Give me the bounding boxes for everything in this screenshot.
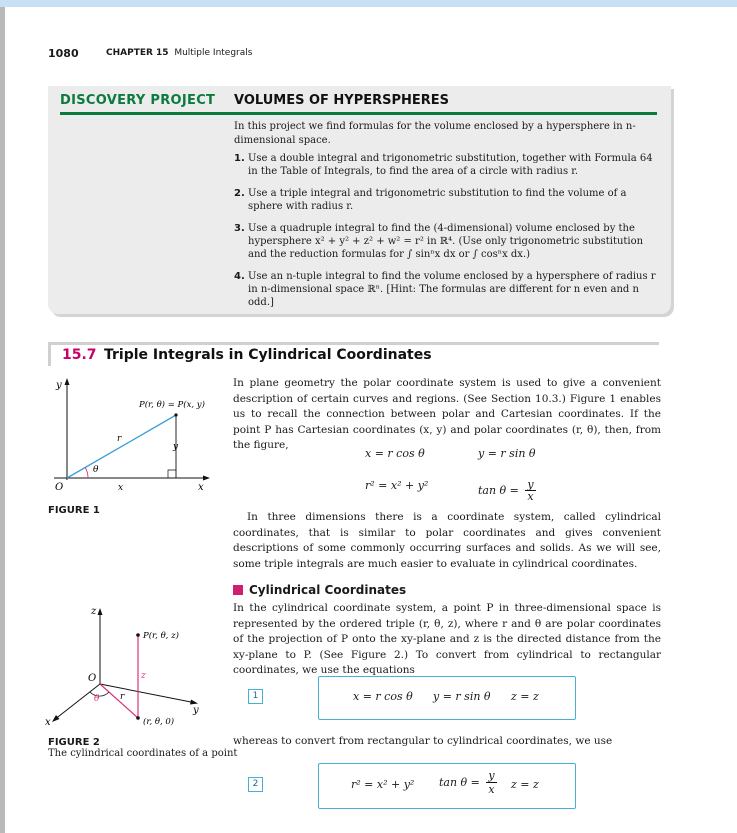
item-text: Use a double integral and trigonometric substitution, together with Formula 64 in the Table of Integrals, to find the area of a circle with radius r. — [248, 153, 653, 177]
tan-numerator: y — [527, 478, 534, 491]
paragraph-cylindrical-intro: In three dimensions there is a coordinate system, called cylindrical coordinates, that is similar to polar coordinates and gives convenient descriptions of some commonly occurring surfaces and solids. As we will see, some triple integrals are much easier to evaluate in cylindrical coordinates. — [233, 511, 661, 570]
eq2-tan-fraction — [486, 770, 496, 796]
fig2-origin: O — [88, 673, 97, 684]
item-number: 1. — [234, 153, 245, 164]
fig1-theta-label: θ — [93, 465, 99, 475]
page-number: 1080 — [48, 47, 79, 60]
projection-point — [136, 716, 140, 720]
fig1-origin: O — [55, 482, 64, 493]
subsection-heading — [233, 583, 406, 597]
x-axis-arrow — [203, 476, 210, 481]
paragraph-rect-to-cyl: whereas to convert from rectangular to cylindrical coordinates, we use — [233, 735, 613, 747]
fig1-axis-y: y — [56, 380, 62, 391]
project-item — [234, 270, 659, 309]
z-axis-arrow — [98, 608, 103, 615]
section-heading-rule — [51, 342, 659, 345]
discovery-project-label: DISCOVERY PROJECT — [60, 93, 216, 108]
section-heading-bar — [48, 342, 51, 366]
item-text: Use a quadruple integral to find the (4-dimensional) volume enclosed by the hypersphere x² + y² + z² + w² = r² in ℝ⁴. (Use only trigonometric substitution and the reduction formulas for ∫ sinⁿx dx or ∫ cosⁿx dx.) — [248, 223, 644, 260]
y-axis — [100, 684, 196, 703]
equation-1-number: 1 — [248, 689, 263, 704]
figure-2-diagram — [44, 600, 216, 732]
figure-1-diagram — [48, 372, 216, 496]
discovery-project-box — [48, 86, 671, 314]
eq2-r2: r² = x² + y² — [351, 778, 415, 791]
eq2-tan — [439, 770, 497, 796]
fig1-axis-x: x — [198, 482, 204, 493]
eq2-tan-lhs: tan θ = — [439, 776, 480, 789]
eq2-tan-denominator: x — [488, 783, 495, 796]
figure-1-caption — [48, 505, 100, 516]
tan-lhs: tan θ = — [478, 484, 519, 497]
figure-2-caption-text: The cylindrical coordinates of a point — [48, 748, 238, 759]
fig2-axis-y: y — [193, 705, 199, 716]
discovery-project-rule — [60, 112, 657, 115]
y-axis-arrow — [65, 378, 70, 385]
item-text: Use a triple integral and trigonometric substitution to find the volume of a sphere with radius r. — [248, 188, 627, 212]
section-heading — [48, 342, 660, 366]
subsection-title: Cylindrical Coordinates — [249, 583, 407, 597]
fig2-axis-x: x — [45, 717, 51, 728]
fig2-point-label: P(r, θ, z) — [143, 631, 179, 641]
point-p — [174, 413, 177, 416]
y-axis-arrow — [190, 700, 198, 705]
project-item — [234, 187, 659, 213]
project-item — [234, 152, 659, 178]
figure-1-label: FIGURE 1 — [48, 505, 100, 516]
item-number: 4. — [234, 271, 245, 282]
left-binding-edge — [0, 7, 5, 833]
section-number: 15.7 — [62, 347, 97, 363]
polar-eq-x: x = r cos θ — [365, 447, 425, 460]
eq2-tan-numerator: y — [488, 769, 495, 782]
eq1-y: y = r sin θ — [433, 690, 491, 703]
polar-eq-tan — [478, 479, 536, 503]
fig2-theta-label: θ — [94, 694, 100, 704]
figure-2-label: FIGURE 2 — [48, 737, 100, 748]
polar-eq-r2: r² = x² + y² — [365, 479, 429, 492]
discovery-project-intro: In this project we find formulas for the volume enclosed by a hypersphere in n-dimensional space. — [234, 121, 636, 146]
tan-denominator: x — [527, 490, 534, 503]
item-number: 2. — [234, 188, 245, 199]
point-p — [136, 633, 140, 637]
chapter-heading — [106, 48, 252, 58]
running-head — [48, 47, 253, 60]
fig2-axis-z: z — [91, 606, 97, 617]
cyl-theta-arc — [90, 692, 109, 696]
subsection-marker — [233, 585, 243, 595]
item-number: 3. — [234, 223, 245, 234]
project-item — [234, 222, 659, 261]
figure-2-caption — [48, 737, 237, 759]
fig1-y-seg-label: y — [173, 442, 179, 452]
radius-line — [67, 415, 176, 478]
discovery-project-list — [234, 152, 659, 318]
eq1-x: x = r cos θ — [353, 690, 413, 703]
eq2-z: z = z — [511, 778, 539, 791]
discovery-project-title: VOLUMES OF HYPERSPHERES — [234, 93, 450, 108]
fig1-x-seg-label: x — [118, 483, 124, 493]
right-angle-mark — [168, 470, 176, 478]
eq1-z: z = z — [511, 690, 539, 703]
item-text: Use an n-tuple integral to find the volume enclosed by a hypersphere of radius r in n-dimensional space ℝⁿ. [Hint: The formulas are different for n even and n odd.] — [248, 271, 656, 308]
paragraph-polar-intro: In plane geometry the polar coordinate system is used to give a convenient description of certain curves and regions. (See Section 10.3.) Figure 1 enables us to recall the connection between polar and Cartesian coordinates. If the point P has Cartesian coordinates (x, y) and polar coordinates (r, θ), then, from the figure, — [233, 377, 661, 451]
paragraph-cylindrical-definition: In the cylindrical coordinate system, a point P in three-dimensional space is represented by the ordered triple (r, θ, z), where r and θ are polar coordinates of the projection of P onto the xy-plane and z is the directed distance from the xy-plane to P. (See Figure 2.) To convert from cylindrical to rectangular coordinates, we use the equations — [233, 602, 661, 676]
chapter-label: CHAPTER 15 — [106, 48, 169, 58]
theta-arc — [85, 467, 88, 478]
section-title: Triple Integrals in Cylindrical Coordinates — [104, 347, 432, 363]
equation-1-box — [318, 676, 576, 720]
cyl-radius — [100, 684, 138, 718]
fig1-point-label: P(r, θ) = P(x, y) — [139, 400, 205, 410]
tan-fraction — [525, 479, 535, 503]
equation-2-number: 2 — [248, 777, 263, 792]
fig2-z-seg-label: z — [141, 671, 146, 681]
top-band — [0, 0, 737, 7]
fig2-proj-label: (r, θ, 0) — [143, 717, 175, 727]
chapter-title: Multiple Integrals — [174, 48, 253, 58]
polar-eq-y: y = r sin θ — [478, 447, 536, 460]
fig1-r-label: r — [117, 434, 122, 444]
fig2-r-label: r — [120, 692, 125, 702]
equation-2-box — [318, 763, 576, 809]
